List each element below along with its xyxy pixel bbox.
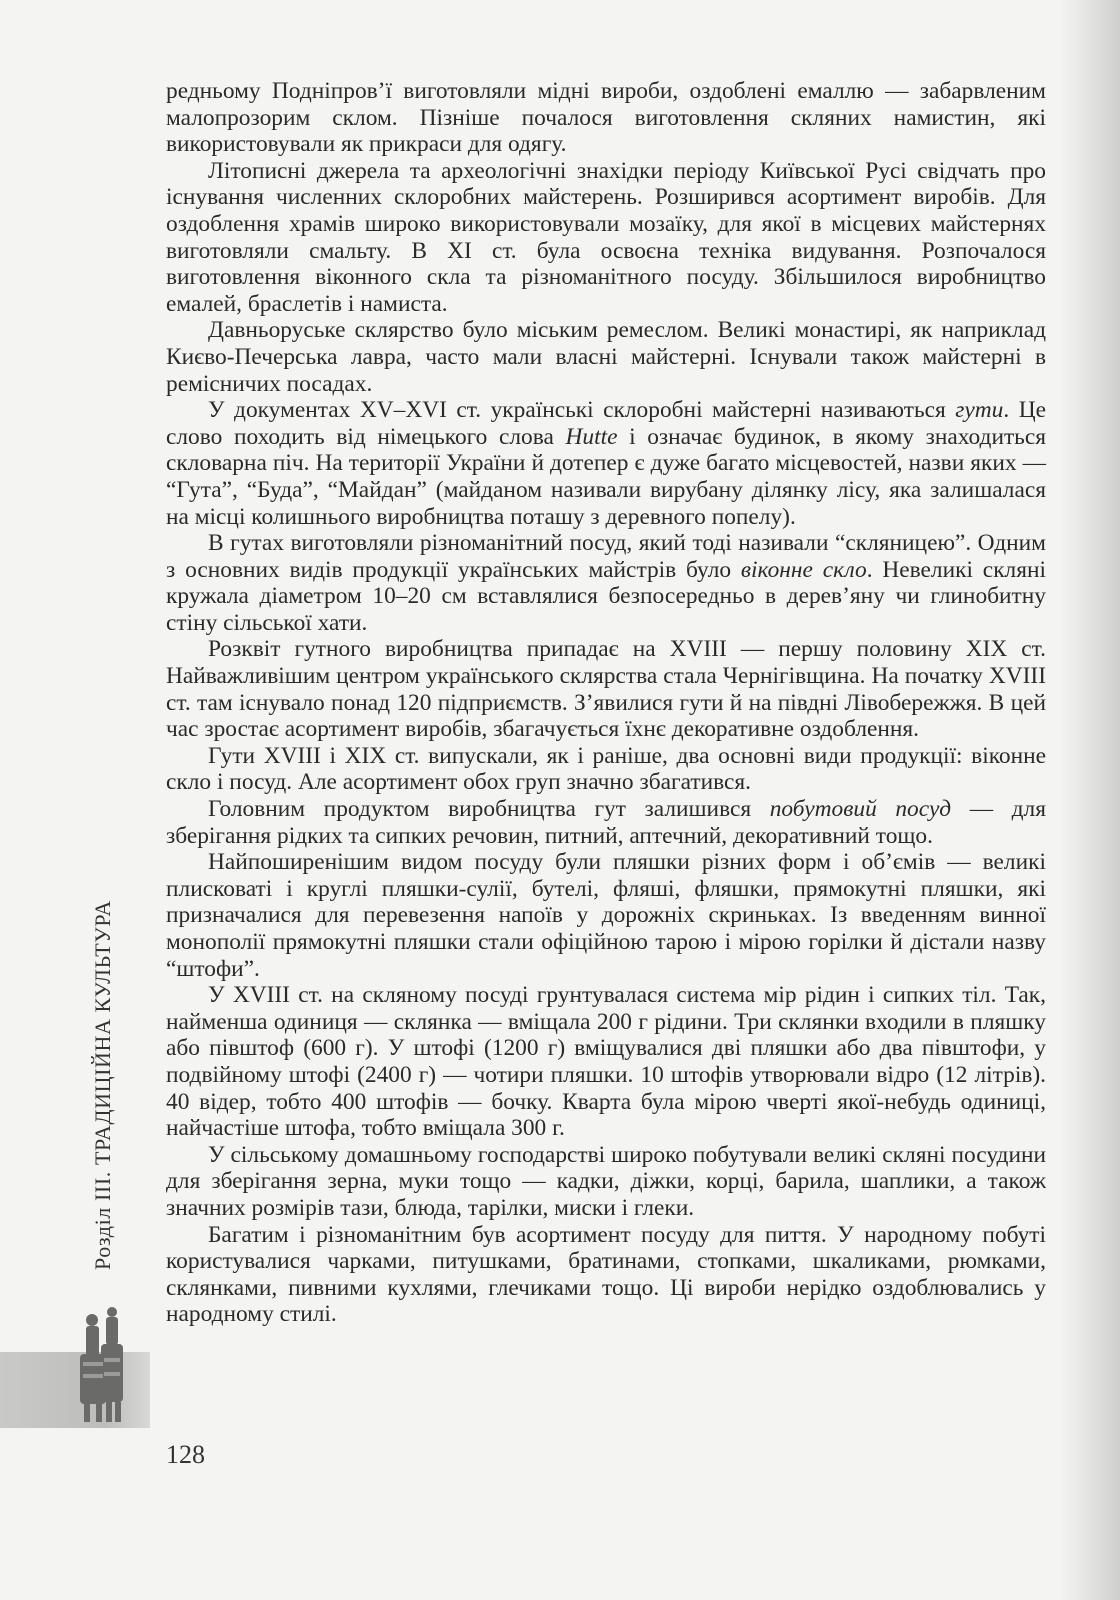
paragraph	[166, 158, 1046, 318]
page-edge-shadow	[1060, 0, 1120, 1600]
paragraph	[166, 743, 1046, 796]
paragraph	[166, 982, 1046, 1142]
italic-term: Hutte	[565, 423, 618, 450]
italic-term: віконне скло	[740, 556, 867, 583]
paragraph-text: У XVIII ст. на скляному посуді грунтувалася система мір рідин і сипких тіл. Так, найменша одиниця — склянка — вміщала 200 г рідини. Три склянки входили в пляшку або півштоф (600 г). У штофі (1200 г) вміщувалися дві пляшки або два півштофи, у подвійному штофі (2400 г) — чотири пляшки. 10 штофів утворювали відро (12 літрів). 40 відер, тобто 400 штофів — бочку. Кварта була мірою чверті якої-небудь одиниці, найчастіше штофа, тобто вміщала 300 г.	[166, 982, 1046, 1142]
paragraph-text: У документах XV–XVI ст. українські склоробні майстерні називаються	[208, 397, 956, 424]
folk-figures-illustration	[0, 1300, 150, 1430]
paragraph	[166, 78, 1046, 158]
paragraph-text: — для зберігання рідких та сипких речовин, питний, аптечний, декоративний тощо.	[166, 796, 1046, 849]
paragraph-text: і означає будинок, в якому знаходиться скловарна піч. На території України й дотепер є дуже багато місцевостей, назви яких — “Гута”, “Буда”, “Майдан” (майданом називали вирубану ділянку лісу, яка залишалася на місці колишнього виробництва поташу з деревного попелу).	[166, 423, 1046, 530]
paragraph-text: . Невеликі скляні кружала діаметром 10–20 см вставлялися безпосередньо в дерев’яну чи глинобитну стіну сільської хати.	[166, 556, 1046, 636]
paragraph-text: редньому Подніпров’ї виготовляли мідні вироби, оздоблені емаллю — забарвленим малопрозорим склом. Пізніше почалося виготовлення скляних намистин, які використовували як прикраси для одягу.	[166, 78, 1046, 158]
paragraph-text: . Це слово походить від німецького слова	[166, 397, 1046, 450]
paragraph-text: Найпоширенішим видом посуду були пляшки різних форм і об’ємів — великі плисковаті і круглі пляшки-сулії, бутелі, фляші, фляшки, прямокутні пляшки, які призначалися для перевезення напоїв у дорожніх скриньках. Із введенням винної монополії прямокутні пляшки стали офіційною тарою і мірою горілки й дістали назву “штофи”.	[166, 849, 1046, 982]
italic-term: побутовий посуд	[769, 796, 952, 823]
section-side-title: Розділ III. ТРАДИЦІЙНА КУЛЬТУРА	[90, 900, 115, 1270]
paragraph	[166, 849, 1046, 982]
paragraph	[166, 796, 1046, 849]
paragraph	[166, 530, 1046, 636]
paragraph-text: Давньоруське склярство було міським ремеслом. Великі монастирі, як наприклад Києво-Печерська лавра, часто мали власні майстерні. Існували також майстерні в ремісничих посадах.	[166, 317, 1046, 397]
body-text	[166, 78, 1046, 1328]
italic-term: гути	[955, 397, 1004, 424]
paragraph-text: В гутах виготовляли різноманітний посуд, який тоді називали “скляницею”. Одним з основних видів продукції українських майстрів було	[166, 530, 1046, 583]
paragraph-text: Літописні джерела та археологічні знахідки періоду Київської Русі свідчать про існування численних склоробних майстерень. Розширився асортимент виробів. Для оздоблення храмів широко використовували мозаїку, для якої в місцевих майстернях виготовляли смальту. В XI ст. була освоєна техніка видування. Розпочалося виготовлення віконного скла та різноманітного посуду. Збільшилося виробництво емалей, браслетів і намиста.	[166, 157, 1046, 317]
paragraph-text: Багатим і різноманітним був асортимент посуду для пиття. У народному побуті користувалися чарками, питушками, братинами, стопками, шкаликами, рюмками, склянками, пивними кухлями, глечиками тощо. Ці вироби нерідко оздоблювались у народному стилі.	[166, 1221, 1046, 1328]
paragraph	[166, 636, 1046, 742]
paragraph-text: У сільському домашньому господарстві широко побутували великі скляні посудини для зберігання зерна, муки тощо — кадки, діжки, корці, барила, шаплики, а також значних розмірів тази, блюда, тарілки, миски і глеки.	[166, 1141, 1046, 1221]
paragraph-text: Розквіт гутного виробництва припадає на XVIII — першу половину XIX ст. Найважливішим центром українського склярства стала Чернігівщина. На початку XVIII ст. там існувало понад 120 підприємств. З’явилися гути й на півдні Лівобережжя. В цей час зростає асортимент виробів, збагачується їхнє декоративне оздоблення.	[166, 636, 1046, 743]
paragraph	[166, 397, 1046, 530]
paragraph	[166, 317, 1046, 397]
paragraph-text: Гути XVIII і XIX ст. випускали, як і раніше, два основні види продукції: віконне скло і посуд. Але асортимент обох груп значно збагатився.	[166, 742, 1046, 796]
page-number: 128	[166, 1440, 205, 1469]
paragraph-text: Головним продуктом виробництва гут залишився	[208, 796, 770, 823]
paragraph	[166, 1142, 1046, 1222]
paragraph	[166, 1222, 1046, 1328]
